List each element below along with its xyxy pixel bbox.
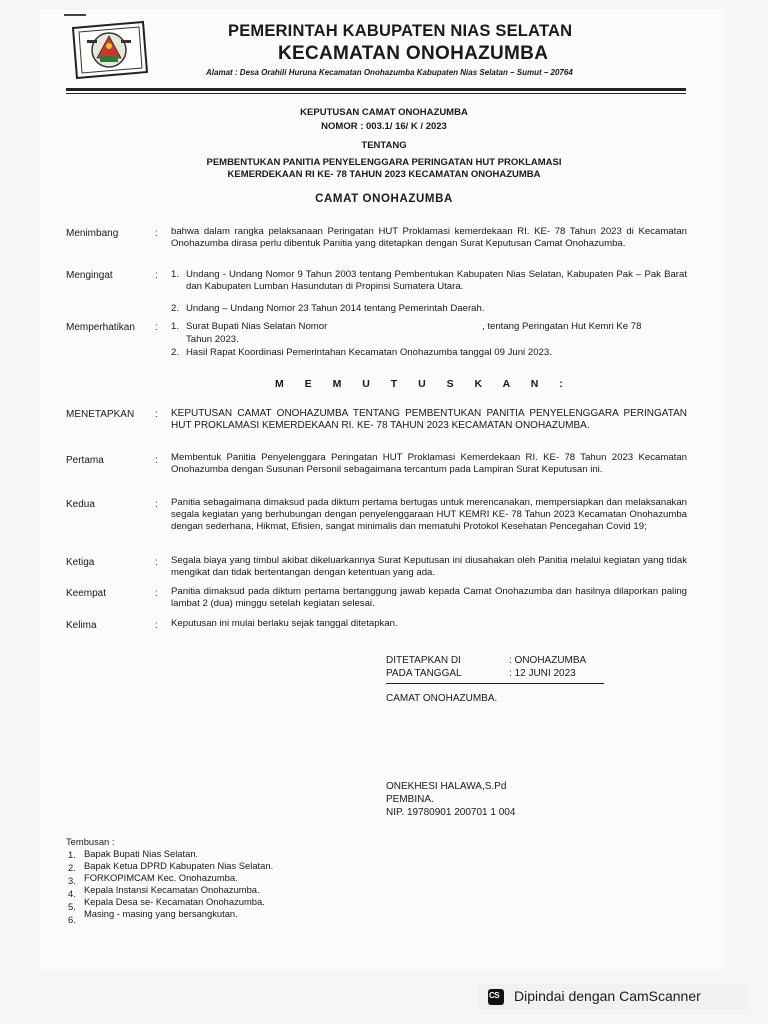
cc-item-text: Kepala Desa se- Kecamatan Onohazumba. <box>84 896 265 907</box>
kelima-colon: : <box>155 620 158 631</box>
memperhatikan-text-1c: Tahun 2023. <box>186 334 239 345</box>
mengingat-num-2: 2. <box>171 303 180 314</box>
pertama-label: Pertama <box>66 455 104 466</box>
keempat-label: Keempat <box>66 588 107 599</box>
mengingat-text-1: Undang - Undang Nomor 9 Tahun 2003 tentang Pembentukan Kabupaten Nias Selatan, Kabupaten Pak – Pak Barat dan Kabupaten Lumban Hasundutan di Propinsi Sumatera Utara. <box>186 269 687 292</box>
camscanner-icon <box>488 989 504 1005</box>
memperhatikan-num-1: 1. <box>171 321 180 332</box>
pertama-colon: : <box>155 455 158 466</box>
cc-item-num: 4. <box>68 888 76 899</box>
kelima-text: Keputusan ini mulai berlaku sejak tanggal ditetapkan. <box>171 618 398 629</box>
cc-item-num: 5. <box>68 901 76 912</box>
decision-number: NOMOR : 003.1/ 16/ K / 2023 <box>321 121 447 132</box>
kedua-colon: : <box>155 499 158 510</box>
memperhatikan-num-2: 2. <box>171 347 180 358</box>
mengingat-num-1: 1. <box>171 269 180 280</box>
regency-emblem-logo <box>67 18 149 82</box>
camscanner-badge-text: CS <box>489 991 500 1000</box>
menetapkan-text: KEPUTUSAN CAMAT ONOHAZUMBA TENTANG PEMBENTUKAN PANITIA PENYELENGGARA PERINGATAN HUT PROKLAMASI KEMERDEKAAN RI. KE- 78 TAHUN 2023 KECAMATAN ONOHAZUMBA. <box>171 408 687 431</box>
subject-line-2: KEMERDEKAAN RI KE- 78 TAHUN 2023 KECAMATAN ONOHAZUMBA <box>227 169 541 180</box>
menetapkan-label: MENETAPKAN <box>66 409 135 420</box>
document-page <box>40 10 724 970</box>
kedua-label: Kedua <box>66 499 95 510</box>
memperhatikan-colon: : <box>155 322 158 333</box>
menimbang-label: Menimbang <box>66 228 119 239</box>
keempat-text: Panitia dimaksud pada diktum pertama bertanggung jawab kepada Camat Onohazumba dan hasilnya dilaporkan paling lambat 2 (dua) minggu setelah kegiatan selesai. <box>171 586 687 609</box>
kelima-label: Kelima <box>66 620 97 631</box>
address-line: Alamat : Desa Orahili Huruna Kecamatan Onohazumba Kabupaten Nias Selatan – Sumut – 20764 <box>206 68 573 77</box>
pertama-text: Membentuk Panitia Penyelenggara Peringatan HUT Proklamasi Kemerdekaan RI. KE- 78 Tahun 2023 Kecamatan Onohazumba dengan Susunan Personil sebagaimana tercantum pada Lampiran Surat Keputusan ini. <box>171 452 687 475</box>
signatory-name: ONEKHESI HALAWA,S.Pd <box>386 781 507 792</box>
cc-item-text: Kepala Instansi Kecamatan Onohazumba. <box>84 884 260 895</box>
ketiga-text: Segala biaya yang timbul akibat dikeluarkannya Surat Keputusan ini diusahakan oleh Panitia melalui kegiatan yang tidak mengikat dan tidak bertentangan dengan ketentuan yang ada. <box>171 555 687 578</box>
mengingat-label: Mengingat <box>66 270 113 281</box>
signatory-nip: NIP. 19780901 200701 1 004 <box>386 807 516 818</box>
header-rule-thin <box>66 93 686 94</box>
decision-title: KEPUTUSAN CAMAT ONOHAZUMBA <box>300 107 468 118</box>
keempat-colon: : <box>155 588 158 599</box>
menimbang-text: bahwa dalam rangka pelaksanaan Peringatan HUT Proklamasi kemerdekaan RI. KE- 78 Tahun 2023 di Kecamatan Onohazumba dirasa perlu dibentuk Panitia yang ditetapkan dengan Surat Keputusan Camat Onohazumba. <box>171 226 687 249</box>
mengingat-colon: : <box>155 270 158 281</box>
menimbang-colon: : <box>155 228 158 239</box>
office-title: CAMAT ONOHAZUMBA. <box>386 693 498 704</box>
memperhatikan-label: Memperhatikan <box>66 322 135 333</box>
ketiga-label: Ketiga <box>66 557 95 568</box>
district-name: KECAMATAN ONOHAZUMBA <box>278 43 549 64</box>
memperhatikan-text-2: Hasil Rapat Koordinasi Pemerintahan Kecamatan Onohazumba tanggal 09 Juni 2023. <box>186 347 552 358</box>
cc-item-text: Masing - masing yang bersangkutan. <box>84 908 238 919</box>
cc-item-num: 3. <box>68 875 76 886</box>
date-label: PADA TANGGAL <box>386 668 462 679</box>
set-at-value: : ONOHAZUMBA <box>509 655 587 666</box>
cc-item-text: Bapak Ketua DPRD Kabupaten Nias Selatan. <box>84 860 274 871</box>
scan-mark <box>64 14 86 16</box>
cc-item-text: FORKOPIMCAM Kec. Onohazumba. <box>84 872 238 883</box>
official-title: CAMAT ONOHAZUMBA <box>315 193 453 205</box>
memperhatikan-text-1b: , tentang Peringatan Hut Kemri Ke 78 <box>482 321 642 332</box>
date-value: : 12 JUNI 2023 <box>509 668 576 679</box>
cc-title: Tembusan : <box>66 836 115 847</box>
signatory-rank: PEMBINA. <box>386 794 434 805</box>
mengingat-text-2: Undang – Undang Nomor 23 Tahun 2014 tentang Pemerintah Daerah. <box>186 303 485 314</box>
memperhatikan-text-1a: Surat Bupati Nias Selatan Nomor <box>186 321 328 332</box>
memutuskan-heading: M E M U T U S K A N : <box>275 378 572 390</box>
signature-rule <box>386 683 604 684</box>
cc-item-num: 1. <box>68 849 76 860</box>
subject-line-1: PEMBENTUKAN PANITIA PENYELENGGARA PERINGATAN HUT PROKLAMASI <box>206 157 562 168</box>
camscanner-label: Dipindai dengan CamScanner <box>514 988 701 1004</box>
menetapkan-colon: : <box>155 409 158 420</box>
header-rule-thick <box>66 88 686 91</box>
about-heading: TENTANG <box>361 140 407 151</box>
cc-item-text: Bapak Bupati Nias Selatan. <box>84 848 199 859</box>
cc-item-num: 2. <box>68 862 76 873</box>
set-at-label: DITETAPKAN DI <box>386 655 461 666</box>
cc-item-num: 6. <box>68 914 76 925</box>
government-name: PEMERINTAH KABUPATEN NIAS SELATAN <box>228 22 573 40</box>
ketiga-colon: : <box>155 557 158 568</box>
kedua-text: Panitia sebagaimana dimaksud pada diktum pertama bertugas untuk merencanakan, mempersiapkan dan melaksanakan segala kegiatan yang berhubungan dengan penyelenggaraan HUT KEMRI KE- 78 Tahun 2023 Kecamatan Onohazumba dengan sederhana, Hikmat, Efisien, sangat minimalis dan mematuhi Protokol Kesehatan Pencegahan Covid 19; <box>171 497 687 532</box>
